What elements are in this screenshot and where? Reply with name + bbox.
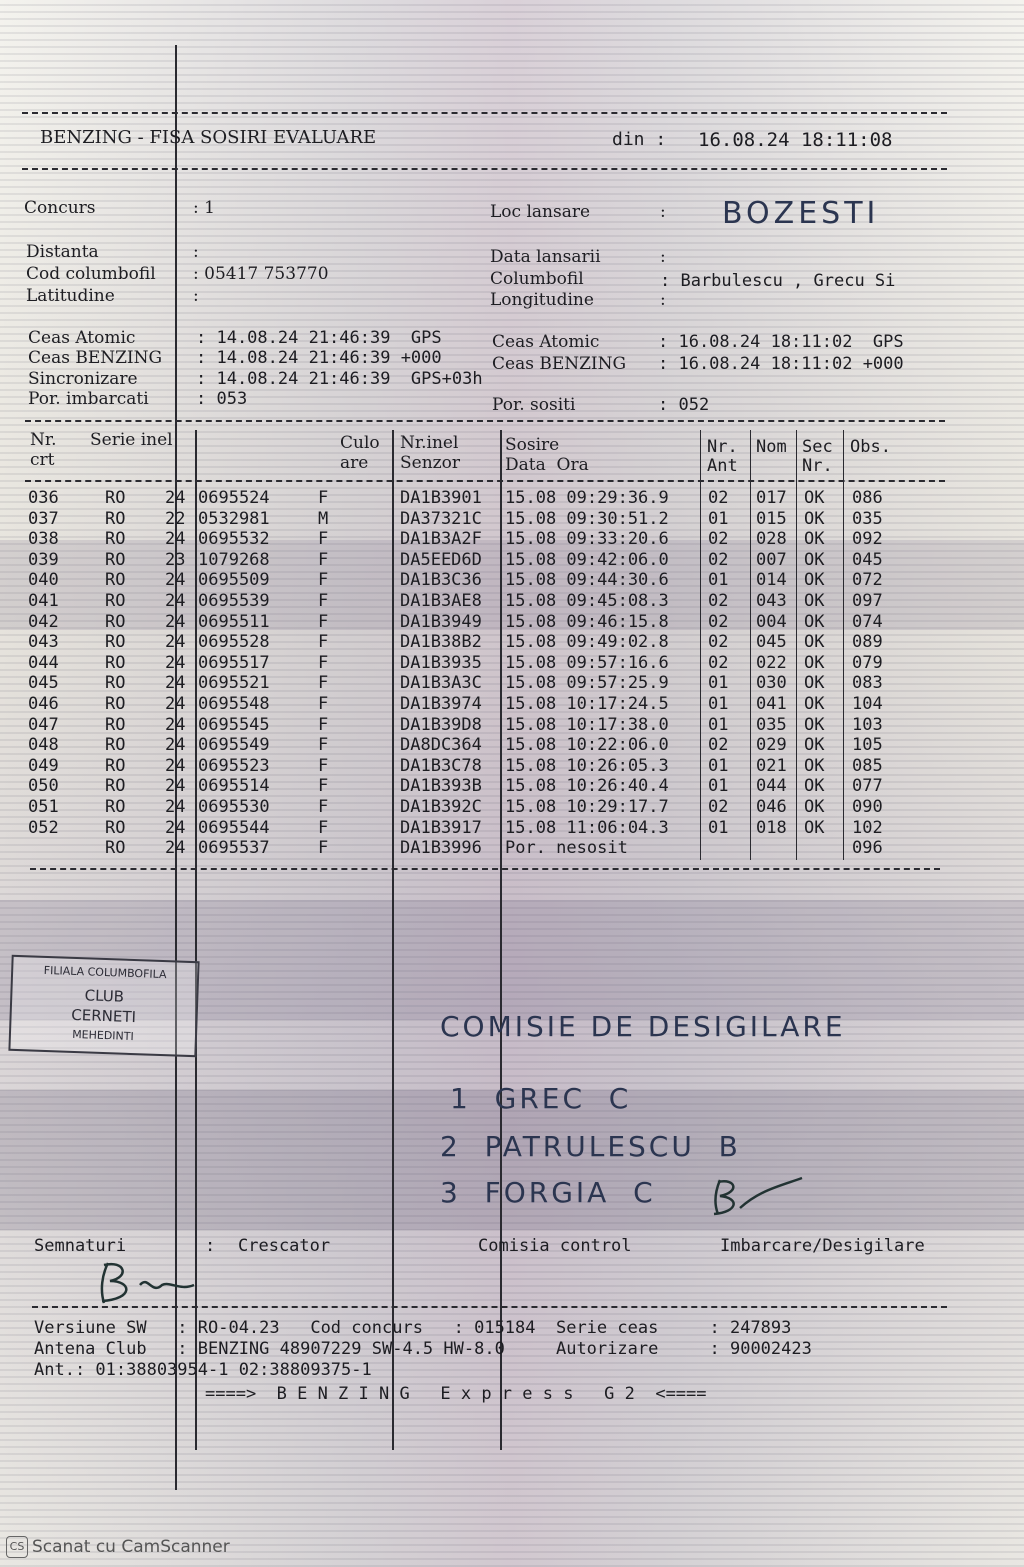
row-sensor: DA1B392C — [400, 797, 482, 817]
row-sec: OK — [804, 508, 825, 529]
row-sensor: DA1B39D8 — [400, 714, 482, 735]
row-obs: 104 — [852, 694, 883, 714]
row-sex: F — [318, 838, 329, 859]
handwritten-location: BOZESTI — [722, 196, 880, 231]
row-antenna: 01 — [708, 570, 729, 591]
row-nom: 030 — [756, 673, 787, 694]
table-row — [0, 509, 1024, 529]
col-header-obs: Obs. — [850, 437, 891, 457]
row-nr: 038 — [28, 529, 59, 550]
row-country: RO — [105, 673, 126, 694]
row-sex: F — [318, 529, 329, 550]
row-nom: 044 — [756, 776, 787, 797]
row-country: RO — [105, 508, 126, 529]
row-obs: 074 — [852, 611, 883, 632]
stamp-line: MEHEDINTI — [71, 1027, 134, 1044]
row-antenna: 01 — [708, 776, 729, 797]
table-header-rule — [25, 480, 945, 482]
row-sec: OK — [804, 591, 825, 611]
row-country: RO — [105, 549, 126, 570]
row-nr: 037 — [28, 508, 59, 529]
row-country: RO — [105, 776, 126, 797]
row-antenna: 01 — [708, 714, 729, 735]
row-country: RO — [105, 735, 126, 756]
row-sex: F — [318, 632, 329, 653]
table-row — [0, 632, 1024, 652]
row-ring: 1079268 — [198, 549, 270, 570]
row-arrival: 15.08 10:17:24.5 — [505, 694, 669, 714]
row-ring: 0532981 — [198, 508, 270, 529]
row-nom: 043 — [756, 591, 787, 611]
row-antenna: 02 — [708, 735, 729, 756]
row-sensor: DA1B3A2F — [400, 529, 482, 550]
row-antenna: 01 — [708, 673, 729, 694]
row-year: 24 — [165, 570, 186, 591]
row-antenna: 02 — [708, 529, 729, 550]
row-antenna: 02 — [708, 488, 729, 508]
row-sensor: DA37321C — [400, 508, 482, 529]
row-sensor: DA1B393B — [400, 776, 482, 797]
row-nr: 052 — [28, 817, 59, 838]
table-row — [0, 776, 1024, 796]
col-header-serie: Serie inel — [90, 430, 173, 450]
clock-left-value: : 14.08.24 21:46:39 +000 — [196, 348, 442, 368]
col-header-data-ora: Data Ora — [505, 455, 589, 475]
table-row — [0, 715, 1024, 735]
row-sex: F — [318, 694, 329, 714]
row-obs: 079 — [852, 652, 883, 673]
row-sex: F — [318, 735, 329, 756]
row-antenna: 02 — [708, 549, 729, 570]
row-sec: OK — [804, 570, 825, 591]
clock-right-value: : 16.08.24 18:11:02 +000 — [658, 354, 904, 374]
row-sex: F — [318, 591, 329, 611]
row-arrival: 15.08 09:49:02.8 — [505, 632, 669, 653]
row-nom: 029 — [756, 735, 787, 756]
row-arrival: 15.08 09:33:20.6 — [505, 529, 669, 550]
row-year: 24 — [165, 755, 186, 776]
row-nr: 040 — [28, 570, 59, 591]
camscanner-logo-icon: CS — [6, 1536, 28, 1558]
col-header-culoare: are — [340, 453, 369, 473]
row-nom: 017 — [756, 488, 787, 508]
row-sec: OK — [804, 529, 825, 550]
row-ring: 0695511 — [198, 611, 270, 632]
row-sex: F — [318, 570, 329, 591]
row-ring: 0695549 — [198, 735, 270, 756]
row-nr: 051 — [28, 797, 59, 817]
columbofil-label: Columbofil — [490, 269, 584, 289]
row-arrival: 15.08 09:57:25.9 — [505, 673, 669, 694]
row-obs: 035 — [852, 508, 883, 529]
row-sensor: DA1B38B2 — [400, 632, 482, 653]
row-nr: 039 — [28, 549, 59, 570]
table-row — [0, 653, 1024, 673]
row-sex: F — [318, 817, 329, 838]
row-sex: F — [318, 611, 329, 632]
loc-lansare-label: Loc lansare — [490, 202, 591, 222]
row-sensor: DA1B3AE8 — [400, 591, 482, 611]
footer-ant: Ant.: 01:38803954-1 02:38809375-1 — [34, 1360, 372, 1380]
row-sensor: DA1B3C78 — [400, 755, 482, 776]
row-sensor: DA1B3949 — [400, 611, 482, 632]
row-sensor: DA1B3996 — [400, 838, 482, 859]
row-country: RO — [105, 714, 126, 735]
row-nom: 015 — [756, 508, 787, 529]
row-ring: 0695509 — [198, 570, 270, 591]
col-header-crt: crt — [30, 450, 55, 470]
row-year: 24 — [165, 488, 186, 508]
row-arrival: 15.08 10:26:05.3 — [505, 755, 669, 776]
cod-columbofil-label: Cod columbofil — [26, 264, 156, 284]
row-nom: 018 — [756, 817, 787, 838]
row-obs: 085 — [852, 755, 883, 776]
signature-imbarcare-label: Imbarcare/Desigilare — [720, 1236, 925, 1256]
table-row — [0, 694, 1024, 714]
latitudine-value: : — [193, 286, 199, 306]
row-nr: 046 — [28, 694, 59, 714]
row-obs: 077 — [852, 776, 883, 797]
row-nr: 036 — [28, 488, 59, 508]
clock-left-value: : 14.08.24 21:46:39 GPS — [196, 328, 442, 348]
row-year: 24 — [165, 838, 186, 859]
row-country: RO — [105, 632, 126, 653]
row-nr: 043 — [28, 632, 59, 653]
table-row — [0, 529, 1024, 549]
row-nr: 041 — [28, 591, 59, 611]
row-antenna: 01 — [708, 817, 729, 838]
col-header-nrinel: Nr.inel — [400, 433, 459, 453]
table-bottom-rule — [30, 868, 940, 870]
clock-right-value: : 052 — [658, 395, 710, 415]
row-country: RO — [105, 652, 126, 673]
row-obs: 092 — [852, 529, 883, 550]
row-antenna: 02 — [708, 591, 729, 611]
footer-versiune: Versiune SW : RO-04.23 Cod concurs : 015184 Serie ceas : 247893 — [34, 1318, 792, 1338]
row-nom: 004 — [756, 611, 787, 632]
clock-right-value: : 16.08.24 18:11:02 GPS — [658, 332, 904, 352]
row-country: RO — [105, 591, 126, 611]
row-sec: OK — [804, 652, 825, 673]
row-year: 24 — [165, 694, 186, 714]
footer-express: ====> B E N Z I N G E x p r e s s G 2 <==== — [205, 1384, 707, 1404]
concurs-label: Concurs — [24, 198, 96, 218]
row-arrival: 15.08 09:29:36.9 — [505, 488, 669, 508]
row-obs: 090 — [852, 797, 883, 817]
row-ring: 0695532 — [198, 529, 270, 550]
row-country: RO — [105, 755, 126, 776]
row-nom: 045 — [756, 632, 787, 653]
table-row — [0, 550, 1024, 570]
table-row — [0, 838, 1024, 858]
stamp-line: FILIALA COLUMBOFILA — [43, 963, 167, 982]
row-sensor: DA1B3935 — [400, 652, 482, 673]
row-country: RO — [105, 797, 126, 817]
row-ring: 0695537 — [198, 838, 270, 859]
row-year: 24 — [165, 652, 186, 673]
row-sex: F — [318, 776, 329, 797]
row-sensor: DA5EED6D — [400, 549, 482, 570]
row-obs: 097 — [852, 591, 883, 611]
row-nr: 048 — [28, 735, 59, 756]
handwritten-signature — [690, 1170, 810, 1220]
row-arrival: 15.08 10:29:17.7 — [505, 797, 669, 817]
columbofil-value: : Barbulescu , Grecu Si — [660, 271, 896, 291]
data-lansarii-label: Data lansarii — [490, 247, 601, 267]
handwritten-member: 3 FORGIA C — [440, 1176, 656, 1209]
longitudine-label: Longitudine — [490, 290, 594, 310]
table-row — [0, 756, 1024, 776]
row-ring: 0695524 — [198, 488, 270, 508]
row-sensor: DA1B3901 — [400, 488, 482, 508]
row-arrival: 15.08 09:57:16.6 — [505, 652, 669, 673]
handwritten-heading: COMISIE DE DESIGILARE — [440, 1010, 846, 1043]
distanta-value: : — [193, 242, 199, 262]
row-antenna: 01 — [708, 694, 729, 714]
row-country: RO — [105, 611, 126, 632]
row-sex: F — [318, 797, 329, 817]
col-header-nr: Nr. — [30, 430, 57, 450]
handwritten-member: 1 GREC C — [450, 1082, 632, 1115]
row-country: RO — [105, 529, 126, 550]
row-sex: F — [318, 755, 329, 776]
row-sec: OK — [804, 776, 825, 797]
row-nom: 028 — [756, 529, 787, 550]
row-obs: 083 — [852, 673, 883, 694]
row-nr: 050 — [28, 776, 59, 797]
row-obs: 096 — [852, 838, 883, 859]
loc-lansare-value: : — [660, 202, 666, 222]
row-arrival: 15.08 09:45:08.3 — [505, 591, 669, 611]
row-nom: 041 — [756, 694, 787, 714]
row-year: 24 — [165, 632, 186, 653]
longitudine-value: : — [660, 290, 666, 310]
header-top-rule — [22, 112, 947, 114]
row-obs: 102 — [852, 817, 883, 838]
row-sensor: DA1B3A3C — [400, 673, 482, 694]
row-country: RO — [105, 570, 126, 591]
table-row — [0, 673, 1024, 693]
row-antenna: 02 — [708, 632, 729, 653]
row-arrival: Por. nesosit — [505, 838, 628, 859]
row-ring: 0695517 — [198, 652, 270, 673]
signatures-colon: : — [205, 1236, 216, 1256]
row-nr: 047 — [28, 714, 59, 735]
row-sensor: DA1B3974 — [400, 694, 482, 714]
row-sec: OK — [804, 817, 825, 838]
document-title: BENZING - FISA SOSIRI EVALUARE — [40, 127, 377, 148]
row-nom: 035 — [756, 714, 787, 735]
row-obs: 105 — [852, 735, 883, 756]
col-header-ant: Ant — [707, 456, 738, 476]
table-row — [0, 488, 1024, 508]
clock-left-value: : 053 — [196, 389, 248, 409]
row-country: RO — [105, 694, 126, 714]
clock-left-value: : 14.08.24 21:46:39 GPS+03h — [196, 369, 483, 389]
row-antenna: 02 — [708, 652, 729, 673]
row-obs: 072 — [852, 570, 883, 591]
row-sec: OK — [804, 549, 825, 570]
row-ring: 0695539 — [198, 591, 270, 611]
table-row — [0, 591, 1024, 611]
signatures-label: Semnaturi — [34, 1236, 127, 1256]
row-year: 24 — [165, 673, 186, 694]
row-ring: 0695545 — [198, 714, 270, 735]
row-sex: F — [318, 673, 329, 694]
cod-columbofil-value: : 05417 753770 — [193, 264, 329, 284]
row-arrival: 15.08 10:17:38.0 — [505, 714, 669, 735]
row-sex: M — [318, 508, 329, 529]
row-sec: OK — [804, 755, 825, 776]
row-year: 24 — [165, 714, 186, 735]
row-ring: 0695528 — [198, 632, 270, 653]
row-sex: F — [318, 488, 329, 508]
row-arrival: 15.08 09:42:06.0 — [505, 549, 669, 570]
row-sensor: DA1B3C36 — [400, 570, 482, 591]
row-sec: OK — [804, 735, 825, 756]
clock-right-label: Ceas BENZING — [492, 354, 627, 374]
clock-left-label: Ceas Atomic — [28, 328, 136, 348]
signature-comisia-label: Comisia control — [478, 1236, 632, 1256]
row-sensor: DA8DC364 — [400, 735, 482, 756]
row-obs: 045 — [852, 549, 883, 570]
row-ring: 0695544 — [198, 817, 270, 838]
stamp-line: CERNETI — [71, 1005, 137, 1027]
col-header-sec: Nr. — [802, 456, 833, 476]
col-header-sosire: Sosire — [505, 435, 560, 455]
row-country: RO — [105, 488, 126, 508]
row-nr: 044 — [28, 652, 59, 673]
row-antenna: 02 — [708, 797, 729, 817]
col-header-culoare: Culo — [340, 433, 380, 453]
table-row — [0, 735, 1024, 755]
row-year: 24 — [165, 797, 186, 817]
row-year: 24 — [165, 591, 186, 611]
row-antenna: 01 — [708, 755, 729, 776]
row-arrival: 15.08 09:30:51.2 — [505, 508, 669, 529]
row-nr: 049 — [28, 755, 59, 776]
date-label: din : — [612, 129, 667, 150]
row-sex: F — [318, 652, 329, 673]
col-header-senzor: Senzor — [400, 453, 460, 473]
handwritten-member: 2 PATRULESCU B — [440, 1130, 741, 1163]
date-value: 16.08.24 18:11:08 — [698, 129, 893, 151]
stamp-line: CLUB — [84, 986, 125, 1006]
row-sec: OK — [804, 694, 825, 714]
row-nr: 045 — [28, 673, 59, 694]
table-row — [0, 612, 1024, 632]
row-sec: OK — [804, 611, 825, 632]
table-row — [0, 797, 1024, 817]
data-lansarii-value: : — [660, 247, 666, 267]
row-year: 22 — [165, 508, 186, 529]
clock-right-label: Por. sositi — [492, 395, 576, 415]
row-sec: OK — [804, 797, 825, 817]
col-header-sec: Sec — [802, 437, 833, 457]
signature-crescator-label: Crescator — [238, 1236, 331, 1256]
row-sec: OK — [804, 673, 825, 694]
row-country: RO — [105, 817, 126, 838]
row-nom: 007 — [756, 549, 787, 570]
handwritten-signature — [90, 1255, 200, 1310]
table-top-rule — [25, 420, 945, 422]
row-sec: OK — [804, 714, 825, 735]
row-arrival: 15.08 09:44:30.6 — [505, 570, 669, 591]
concurs-value: : 1 — [193, 198, 215, 218]
row-ring: 0695521 — [198, 673, 270, 694]
distanta-label: Distanta — [26, 242, 99, 262]
table-row — [0, 818, 1024, 838]
row-year: 24 — [165, 611, 186, 632]
row-sec: OK — [804, 488, 825, 508]
camscanner-text: Scanat cu CamScanner — [32, 1537, 230, 1557]
latitudine-label: Latitudine — [26, 286, 115, 306]
row-obs: 086 — [852, 488, 883, 508]
row-sex: F — [318, 549, 329, 570]
footer-rule — [32, 1306, 947, 1308]
row-nom: 021 — [756, 755, 787, 776]
row-year: 23 — [165, 549, 186, 570]
row-sensor: DA1B3917 — [400, 817, 482, 838]
camscanner-watermark — [6, 1536, 230, 1558]
row-nom: 046 — [756, 797, 787, 817]
row-year: 24 — [165, 776, 186, 797]
club-stamp — [8, 955, 199, 1058]
table-row — [0, 570, 1024, 590]
row-obs: 103 — [852, 714, 883, 735]
row-obs: 089 — [852, 632, 883, 653]
clock-left-label: Ceas BENZING — [28, 348, 163, 368]
row-year: 24 — [165, 817, 186, 838]
row-nr: 042 — [28, 611, 59, 632]
header-bottom-rule — [22, 168, 947, 170]
row-ring: 0695523 — [198, 755, 270, 776]
row-sex: F — [318, 714, 329, 735]
row-arrival: 15.08 10:26:40.4 — [505, 776, 669, 797]
clock-right-label: Ceas Atomic — [492, 332, 600, 352]
clock-left-label: Por. imbarcati — [28, 389, 149, 409]
row-arrival: 15.08 10:22:06.0 — [505, 735, 669, 756]
row-nom: 022 — [756, 652, 787, 673]
row-ring: 0695548 — [198, 694, 270, 714]
row-year: 24 — [165, 529, 186, 550]
row-antenna: 02 — [708, 611, 729, 632]
row-arrival: 15.08 09:46:15.8 — [505, 611, 669, 632]
row-nom: 014 — [756, 570, 787, 591]
row-country: RO — [105, 838, 126, 859]
row-year: 24 — [165, 735, 186, 756]
row-ring: 0695514 — [198, 776, 270, 797]
row-antenna: 01 — [708, 508, 729, 529]
col-header-nom: Nom — [756, 437, 787, 457]
row-ring: 0695530 — [198, 797, 270, 817]
col-header-ant: Nr. — [707, 437, 738, 457]
row-sec: OK — [804, 632, 825, 653]
row-arrival: 15.08 11:06:04.3 — [505, 817, 669, 838]
footer-antena: Antena Club : BENZING 48907229 SW-4.5 HW-8.0 Autorizare : 90002423 — [34, 1339, 812, 1359]
clock-left-label: Sincronizare — [28, 369, 138, 389]
